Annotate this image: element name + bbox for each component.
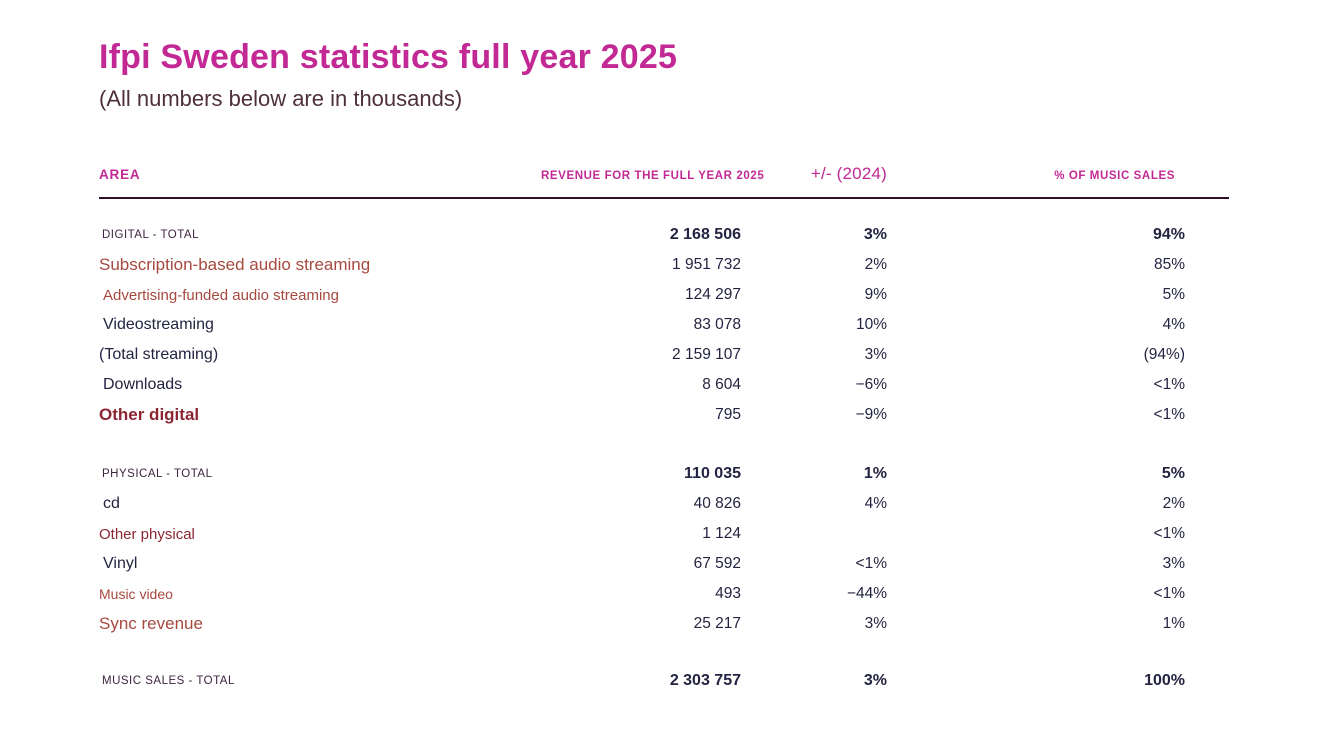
row-share-value: 94% <box>1152 226 1185 244</box>
row-change-value: <1% <box>855 555 887 573</box>
row-revenue-value: 2 159 107 <box>672 346 741 364</box>
table-row-vinyl <box>99 549 1229 579</box>
table-row-subscription-streaming <box>99 250 1229 280</box>
row-revenue-value: 110 035 <box>684 465 741 483</box>
row-label: (Total streaming) <box>99 346 219 364</box>
row-change-value: −9% <box>855 406 887 424</box>
row-share-value: 5% <box>1162 286 1185 304</box>
row-change-value: 9% <box>864 286 887 304</box>
row-revenue-value: 493 <box>715 585 741 603</box>
row-share-value: <1% <box>1153 406 1185 424</box>
column-header-area: AREA <box>99 167 141 183</box>
row-label: Vinyl <box>103 555 138 573</box>
table-row-music-video <box>99 579 1229 609</box>
row-revenue-value: 40 826 <box>693 495 741 513</box>
table-row-advertising-streaming <box>99 280 1229 310</box>
row-share-value: <1% <box>1153 585 1185 603</box>
row-revenue-value: 124 297 <box>684 286 741 304</box>
row-label: Other physical <box>99 525 195 543</box>
table-body <box>99 220 1229 696</box>
row-share-value: 1% <box>1162 615 1185 633</box>
header-rule <box>99 197 1229 199</box>
row-share-value: 4% <box>1162 316 1185 334</box>
row-label: Music video <box>99 586 173 603</box>
row-change-value: −6% <box>855 376 887 394</box>
column-header-revenue: REVENUE FOR THE FULL YEAR 2025 <box>541 170 765 183</box>
row-change-value: −44% <box>846 585 887 603</box>
row-revenue-value: 1 124 <box>702 525 741 543</box>
row-change-value: 3% <box>863 672 887 690</box>
row-revenue-value: 2 303 757 <box>669 672 741 690</box>
row-revenue-value: 83 078 <box>693 316 741 334</box>
row-label: Sync revenue <box>99 614 203 634</box>
table-row-total-streaming <box>99 340 1229 370</box>
table-row-other-physical <box>99 519 1229 549</box>
row-revenue-value: 1 951 732 <box>672 256 741 274</box>
row-label: DIGITAL - TOTAL <box>102 229 199 242</box>
table-row-digital-total <box>99 220 1229 250</box>
row-change-value: 10% <box>855 316 887 334</box>
row-revenue-value: 2 168 506 <box>669 226 741 244</box>
row-revenue-value: 67 592 <box>693 555 741 573</box>
row-revenue-value: 8 604 <box>702 376 741 394</box>
row-change-value: 2% <box>864 256 887 274</box>
row-label: Subscription-based audio streaming <box>99 255 371 275</box>
row-share-value: 3% <box>1162 555 1185 573</box>
row-share-value: 100% <box>1144 672 1185 690</box>
row-label: Videostreaming <box>103 316 214 334</box>
row-revenue-value: 795 <box>715 406 741 424</box>
table-row-cd <box>99 489 1229 519</box>
row-share-value: 85% <box>1153 256 1185 274</box>
row-label: Other digital <box>99 405 200 425</box>
row-change-value: 3% <box>864 346 887 364</box>
row-share-value: <1% <box>1153 525 1185 543</box>
table-row-downloads <box>99 370 1229 400</box>
column-header-share: % OF MUSIC SALES <box>1054 170 1175 183</box>
row-revenue-value: 25 217 <box>693 615 741 633</box>
row-label: PHYSICAL - TOTAL <box>102 468 213 481</box>
table-row-music-sales-total <box>99 666 1229 696</box>
column-header-change: +/- (2024) <box>810 164 887 184</box>
table-row-sync-revenue <box>99 609 1229 639</box>
row-label: Downloads <box>103 376 183 394</box>
page-title: Ifpi Sweden statistics full year 2025 <box>99 38 678 76</box>
row-change-value: 3% <box>864 615 887 633</box>
row-change-value: 3% <box>863 226 887 244</box>
row-share-value: 5% <box>1161 465 1185 483</box>
table-header-row <box>99 164 1229 184</box>
page-subtitle: (All numbers below are in thousands) <box>99 86 463 112</box>
row-share-value: <1% <box>1153 376 1185 394</box>
row-change-value: 1% <box>863 465 887 483</box>
row-share-value: 2% <box>1162 495 1185 513</box>
row-change-value: 4% <box>864 495 887 513</box>
row-label: cd <box>103 495 120 513</box>
table-row-videostreaming <box>99 310 1229 340</box>
row-label: MUSIC SALES - TOTAL <box>102 675 235 688</box>
table-row-physical-total <box>99 459 1229 489</box>
table-row-other-digital <box>99 400 1229 430</box>
row-share-value: (94%) <box>1143 346 1185 364</box>
row-label: Advertising-funded audio streaming <box>103 286 339 304</box>
